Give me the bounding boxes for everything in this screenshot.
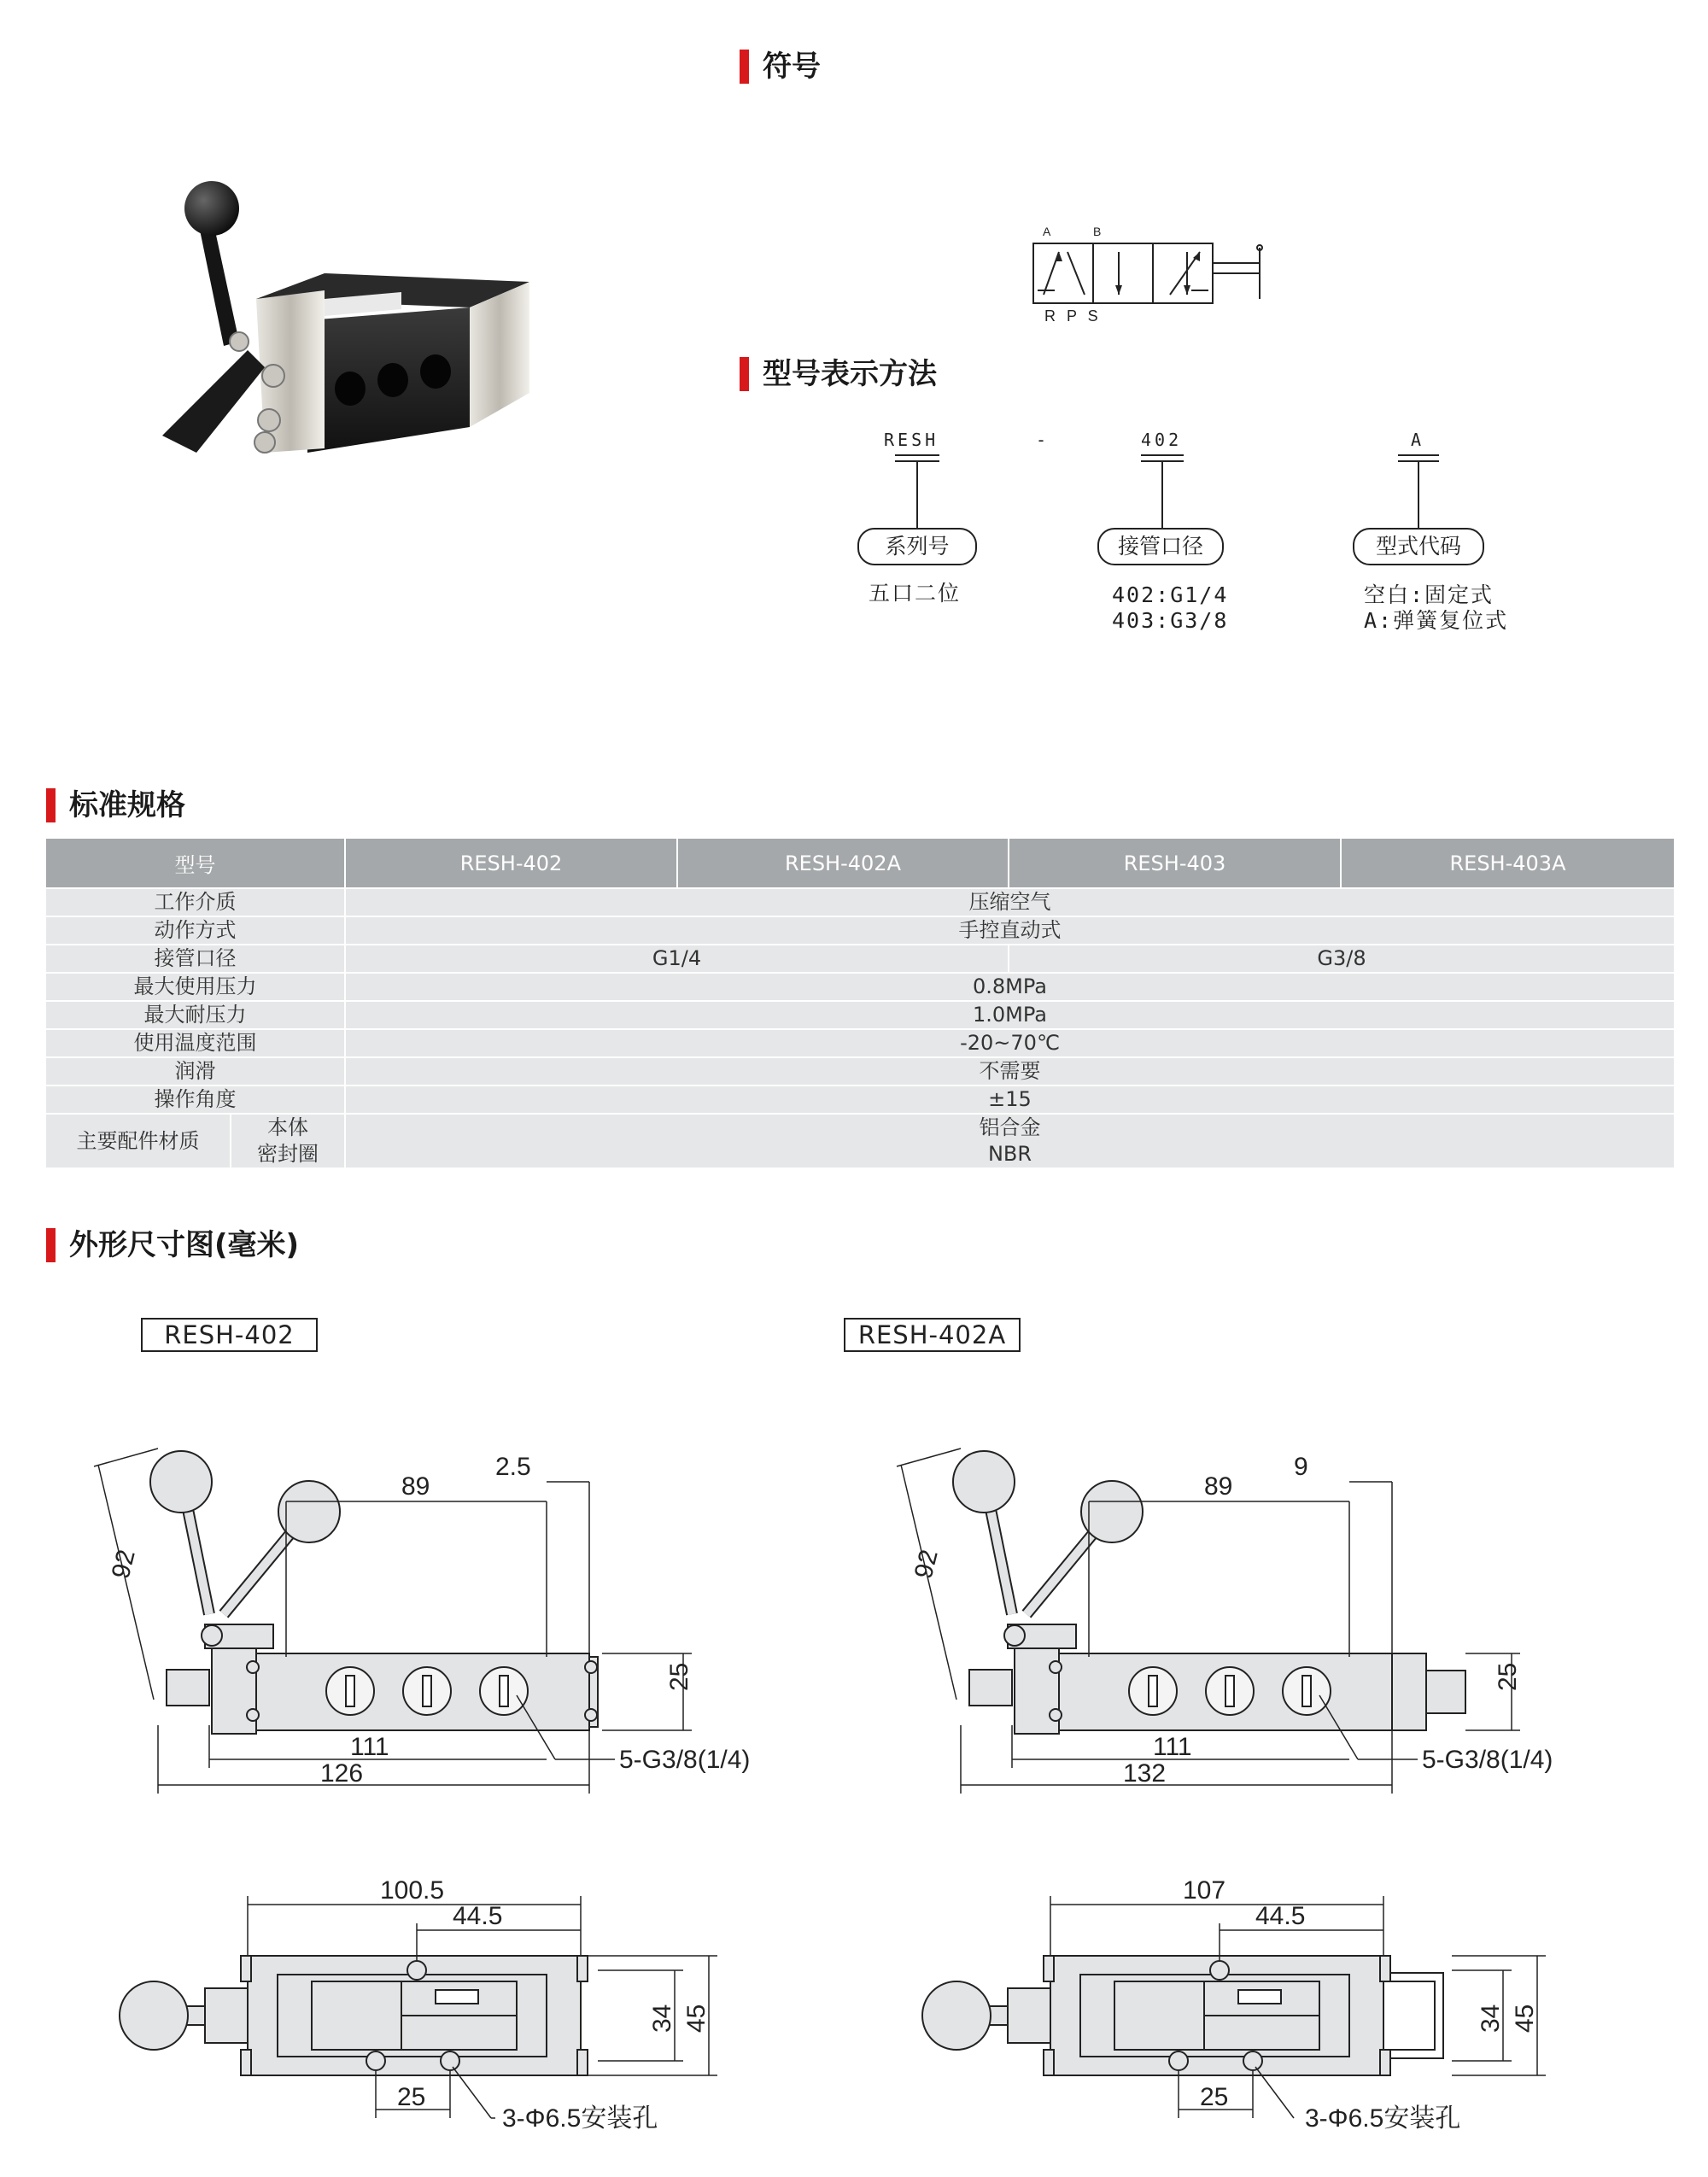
- dim-111: 111: [1153, 1733, 1192, 1761]
- dim-89: 89: [401, 1472, 430, 1501]
- header-resh-402a: RESH-402A: [677, 839, 1009, 888]
- table-row: [46, 1029, 1674, 1057]
- dim-2-5: 2.5: [495, 1453, 531, 1481]
- row-value: 0.8MPa: [345, 973, 1674, 1001]
- row-value: -20~70℃: [345, 1029, 1674, 1057]
- table-row: [46, 973, 1674, 1001]
- spec-table: [46, 839, 1674, 1168]
- desc-series: 五口二位: [869, 581, 962, 606]
- dim-34: 34: [648, 2004, 676, 2033]
- row-label: 工作介质: [46, 888, 345, 916]
- header-resh-403a: RESH-403A: [1341, 839, 1674, 888]
- dim-9: 9: [1294, 1453, 1308, 1481]
- port-bottom-labels: R P S: [1044, 307, 1102, 325]
- row-label: 最大使用压力: [46, 973, 345, 1001]
- header-resh-403: RESH-403: [1009, 839, 1341, 888]
- dim-92: 92: [106, 1547, 141, 1582]
- row-label: 操作角度: [46, 1086, 345, 1114]
- section-title-dimensions: 外形尺寸图(毫米): [69, 1228, 300, 1262]
- table-row: [46, 1057, 1674, 1086]
- row-value: 不需要: [345, 1057, 1674, 1086]
- header-model: 型号: [46, 839, 345, 888]
- table-row: [46, 945, 1674, 973]
- dim-111: 111: [350, 1733, 389, 1761]
- row-value-right: G3/8: [1009, 945, 1674, 973]
- material-part: 密封圈: [231, 1141, 345, 1168]
- table-row: [46, 916, 1674, 945]
- spec-header-row: [46, 839, 1674, 888]
- dim-44-5: 44.5: [1255, 1902, 1306, 1930]
- row-value: ±15: [345, 1086, 1674, 1114]
- section-marker: [46, 788, 56, 822]
- code-type: A: [1411, 430, 1425, 450]
- header-resh-402: RESH-402: [345, 839, 677, 888]
- row-value-left: G1/4: [345, 945, 1009, 973]
- dimension-drawing-resh-402a: [854, 1401, 1708, 2169]
- drawing-model-right: RESH-402A: [844, 1318, 1021, 1352]
- dim-132: 132: [1123, 1759, 1167, 1788]
- dim-100-5: 100.5: [380, 1876, 445, 1905]
- material-label: 主要配件材质: [46, 1114, 231, 1168]
- dim-ports: 5-G3/8(1/4): [1422, 1746, 1553, 1774]
- port-a-label: A: [1043, 225, 1051, 238]
- dim-92: 92: [909, 1547, 944, 1582]
- dim-25: 25: [665, 1662, 693, 1691]
- row-label: 润滑: [46, 1057, 345, 1086]
- desc-port-size-1: 402:G1/4: [1112, 582, 1229, 607]
- dim-holes: 3-Φ6.5安装孔: [502, 2104, 658, 2133]
- material-value: 铝合金: [345, 1114, 1674, 1141]
- table-row: [46, 1141, 1674, 1168]
- section-marker: [46, 1228, 56, 1262]
- row-label: 使用温度范围: [46, 1029, 345, 1057]
- label-port-size: 接管口径: [1097, 528, 1224, 565]
- dim-44-5: 44.5: [453, 1902, 503, 1930]
- table-row: [46, 1114, 1674, 1141]
- dim-45: 45: [1511, 2004, 1539, 2033]
- desc-type-2: A:弹簧复位式: [1364, 608, 1509, 633]
- dimension-drawing-resh-402: [0, 1401, 854, 2169]
- port-b-label: B: [1093, 225, 1102, 238]
- dim-holes: 3-Φ6.5安装孔: [1305, 2104, 1461, 2133]
- table-row: [46, 888, 1674, 916]
- section-title-model-code: 型号表示方法: [763, 357, 937, 391]
- row-label: 动作方式: [46, 916, 345, 945]
- material-part: 本体: [231, 1114, 345, 1141]
- row-label: 最大耐压力: [46, 1001, 345, 1029]
- dim-45: 45: [682, 2004, 711, 2033]
- label-series: 系列号: [857, 528, 977, 565]
- row-label: 接管口径: [46, 945, 345, 973]
- dim-25b: 25: [397, 2083, 426, 2111]
- dim-89: 89: [1204, 1472, 1233, 1501]
- desc-type-1: 空白:固定式: [1364, 582, 1494, 607]
- table-row: [46, 1001, 1674, 1029]
- row-value: 手控直动式: [345, 916, 1674, 945]
- dim-107: 107: [1183, 1876, 1226, 1905]
- table-row: [46, 1086, 1674, 1114]
- code-series: RESH: [884, 430, 939, 450]
- dim-34: 34: [1477, 2004, 1505, 2033]
- section-title-spec: 标准规格: [69, 788, 185, 822]
- dim-25b: 25: [1200, 2083, 1229, 2111]
- section-title-symbol: 符号: [763, 50, 821, 84]
- desc-port-size-2: 403:G3/8: [1112, 608, 1229, 633]
- code-port-size: 402: [1141, 430, 1183, 450]
- code-dash: -: [1036, 430, 1050, 450]
- dim-126: 126: [320, 1759, 364, 1788]
- dim-ports: 5-G3/8(1/4): [619, 1746, 751, 1774]
- row-value: 1.0MPa: [345, 1001, 1674, 1029]
- dim-25: 25: [1494, 1662, 1522, 1691]
- label-type: 型式代码: [1353, 528, 1484, 565]
- material-value: NBR: [345, 1141, 1674, 1168]
- drawing-model-left: RESH-402: [141, 1318, 318, 1352]
- row-value: 压缩空气: [345, 888, 1674, 916]
